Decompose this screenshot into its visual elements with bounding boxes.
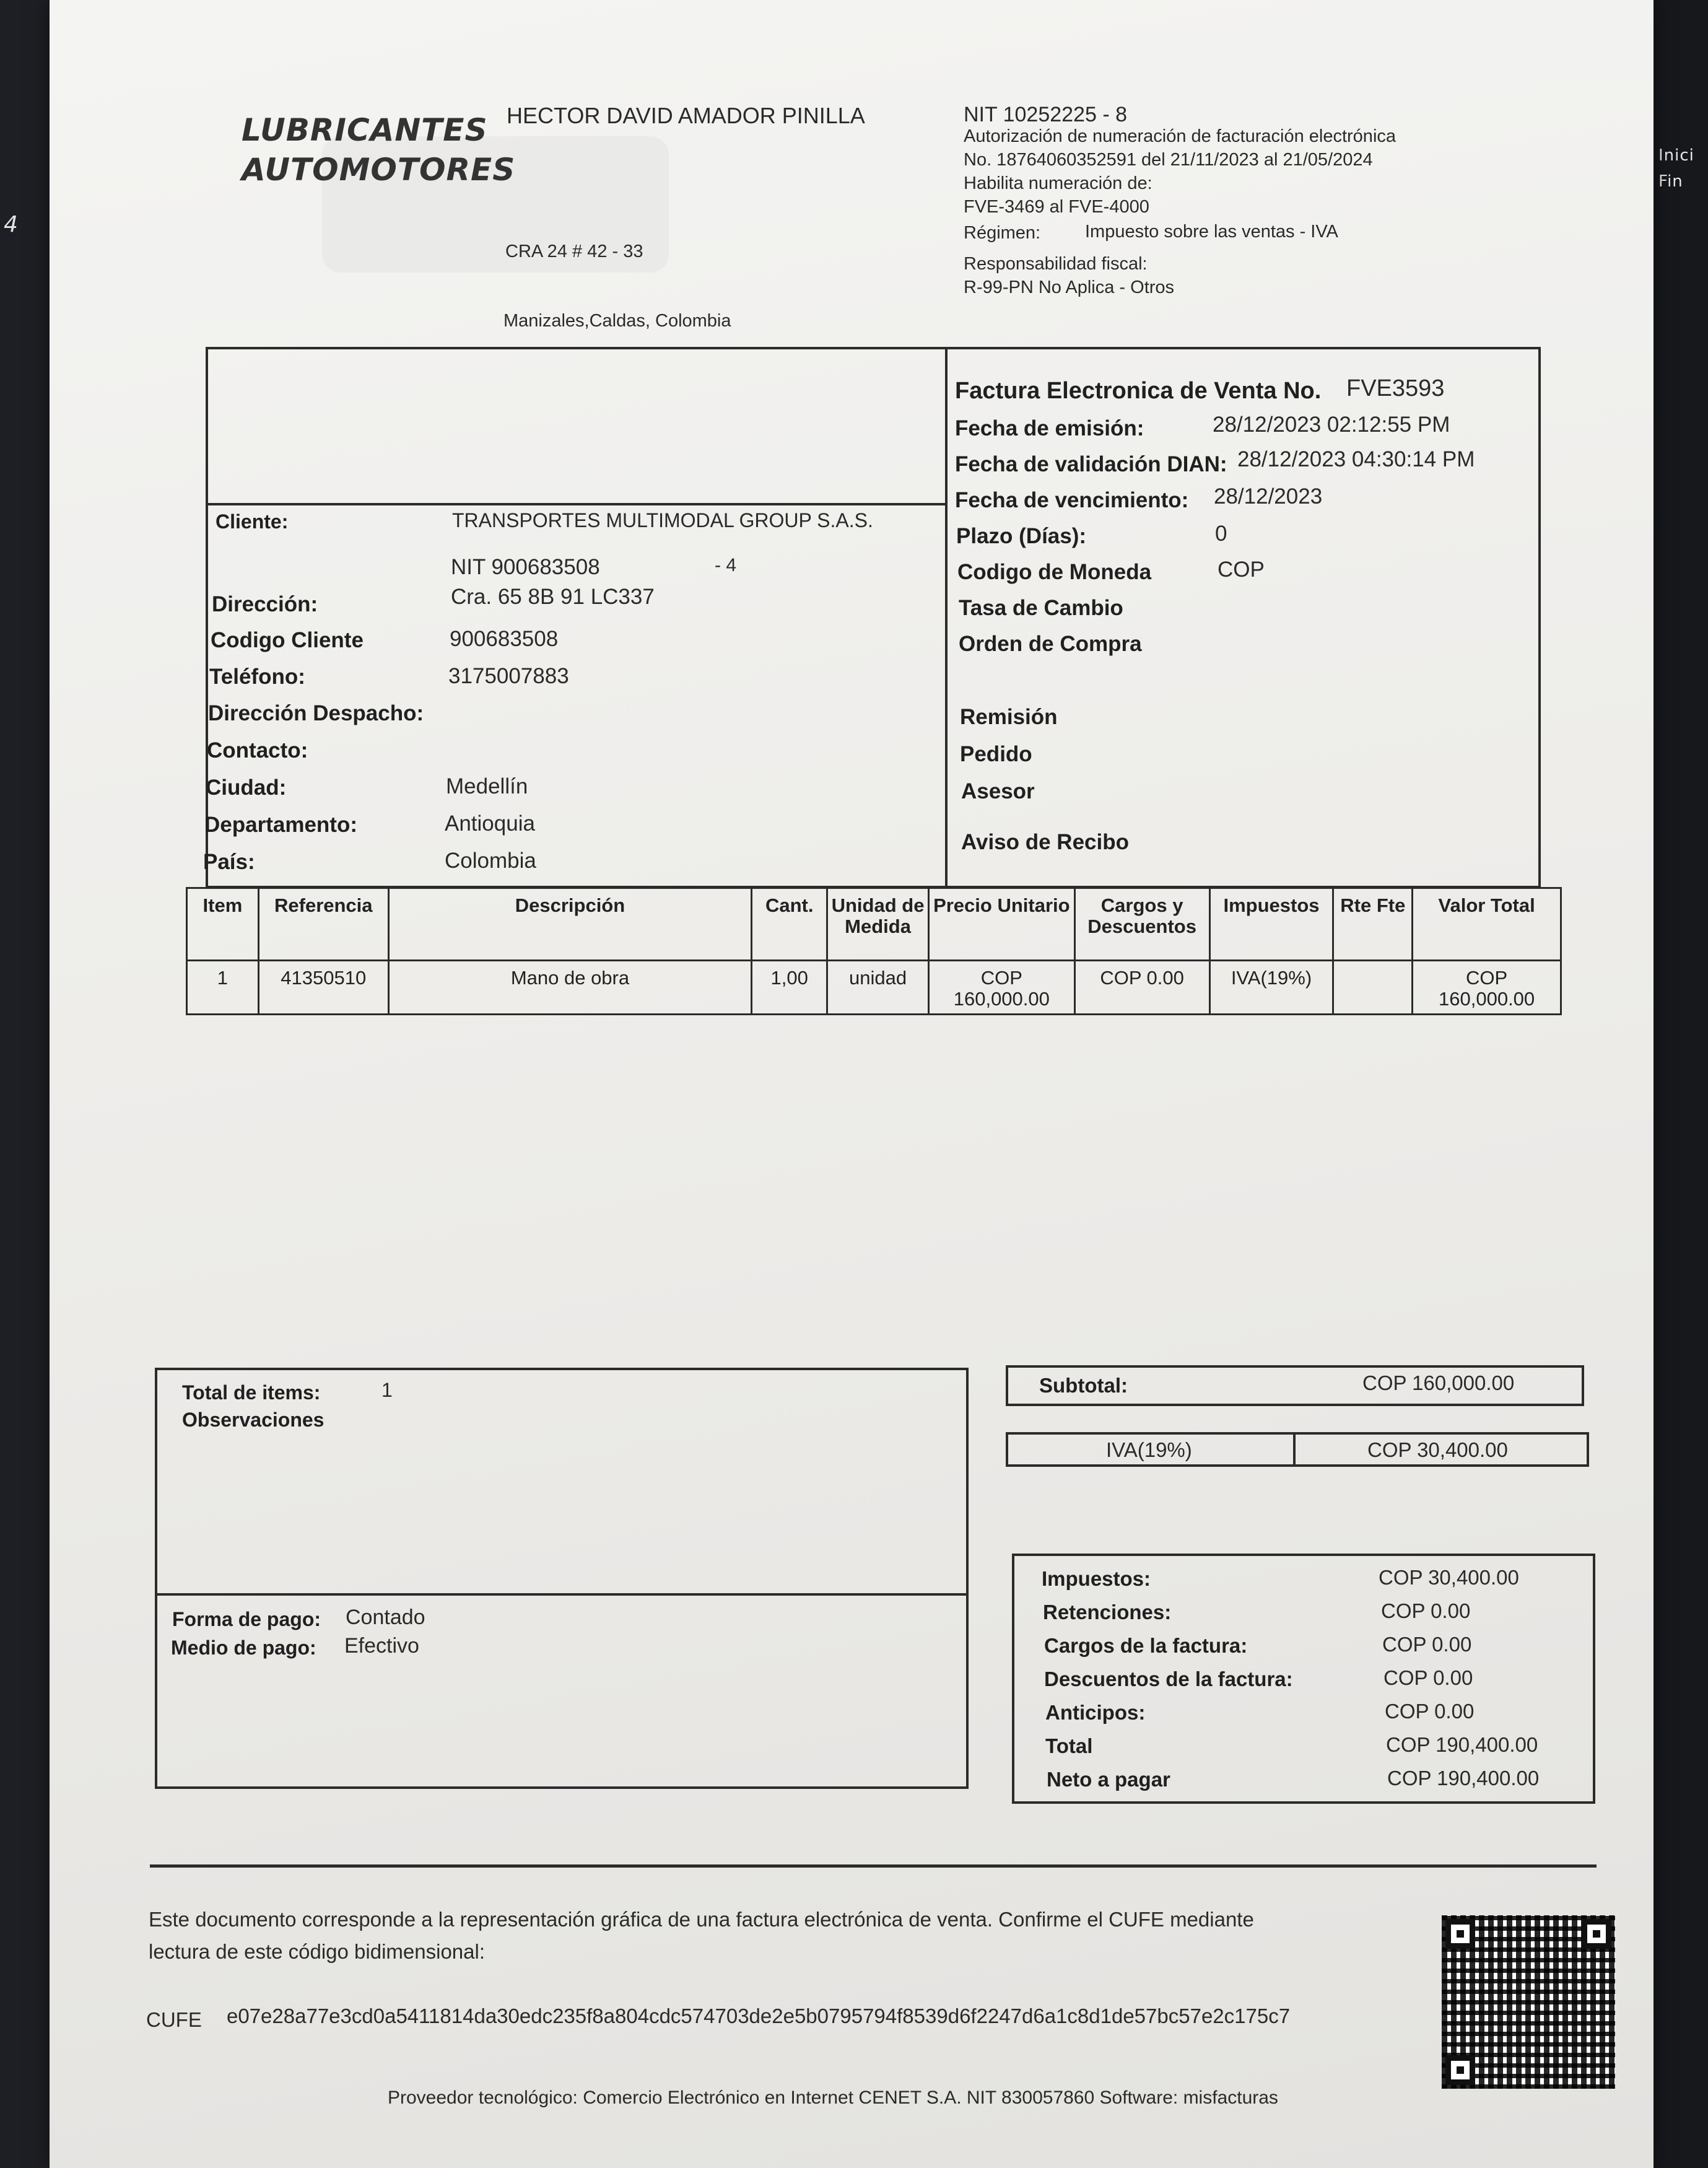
plazo-value: 0	[1215, 522, 1227, 546]
cufe-label: CUFE	[146, 2008, 202, 2031]
cell-impuestos: IVA(19%)	[1209, 961, 1333, 1015]
header-referencia: Referencia	[258, 888, 388, 961]
auth-line-4: FVE-3469 al FVE-4000	[964, 197, 1149, 217]
pais-label: País:	[203, 850, 255, 874]
subtotal-value: COP 160,000.00	[1362, 1371, 1515, 1394]
auth-line-3: Habilita numeración de:	[964, 173, 1152, 193]
validacion-value: 28/12/2023 04:30:14 PM	[1237, 447, 1475, 471]
neto-label: Neto a pagar	[1047, 1768, 1170, 1791]
resp-label: Responsabilidad fiscal:	[964, 254, 1148, 274]
total-items-label: Total de items:	[182, 1381, 321, 1404]
impuestos-label: Impuestos:	[1042, 1567, 1151, 1590]
total-items-value: 1	[381, 1379, 393, 1401]
side-label-top: Inici	[1658, 146, 1694, 165]
remision-label: Remisión	[960, 705, 1058, 729]
moneda-value: COP	[1218, 557, 1265, 582]
header-precio: Precio Unitario	[928, 888, 1074, 961]
despacho-label: Dirección Despacho:	[208, 701, 424, 725]
forma-pago-value: Contado	[346, 1606, 425, 1629]
plazo-label: Plazo (Días):	[956, 524, 1087, 548]
descuentos-label: Descuentos de la factura:	[1044, 1668, 1293, 1690]
logo-line-1: LUBRICANTES	[242, 112, 488, 148]
total-label: Total	[1045, 1734, 1093, 1757]
aviso-label: Aviso de Recibo	[961, 830, 1129, 854]
items-table	[186, 887, 1562, 1015]
header-item: Item	[187, 888, 259, 961]
anticipos-value: COP 0.00	[1385, 1700, 1475, 1723]
cliente-label: Cliente:	[216, 510, 289, 533]
invoice-number: FVE3593	[1346, 375, 1445, 401]
issuer-address: CRA 24 # 42 - 33	[505, 242, 643, 261]
impuestos-value: COP 30,400.00	[1379, 1566, 1519, 1589]
iva-value: COP 30,400.00	[1367, 1438, 1508, 1461]
subtotal-label: Subtotal:	[1039, 1374, 1128, 1397]
contacto-label: Contacto:	[207, 738, 308, 763]
logo-line-2: AUTOMOTORES	[242, 152, 516, 188]
validacion-label: Fecha de validación DIAN:	[955, 452, 1227, 476]
cell-referencia: 41350510	[258, 961, 388, 1015]
cell-cargos: COP 0.00	[1074, 961, 1209, 1015]
direccion-label: Dirección:	[212, 592, 318, 616]
observaciones-label: Observaciones	[182, 1409, 325, 1431]
telefono-value: 3175007883	[448, 664, 569, 688]
descuentos-value: COP 0.00	[1383, 1666, 1473, 1689]
header-cantidad: Cant.	[752, 888, 827, 961]
qr-finder-bottom-left	[1445, 2055, 1475, 2085]
retenciones-value: COP 0.00	[1381, 1599, 1471, 1622]
ciudad-label: Ciudad:	[206, 776, 287, 800]
table-row	[187, 961, 1561, 1015]
pais-value: Colombia	[445, 849, 536, 873]
iva-divider	[1293, 1433, 1296, 1466]
client-top-divider	[207, 503, 946, 505]
cufe-value: e07e28a77e3cd0a5411814da30edc235f8a804cdc574703de2e5b0795794f8539d6f2247d6a1c8d1de57bc57e2c175c7	[227, 2004, 1291, 2027]
issuer-nit: NIT 10252225 - 8	[964, 103, 1127, 126]
cufe-notice-line-2: lectura de este código bidimensional:	[149, 1940, 486, 1963]
issuer-name: HECTOR DAVID AMADOR PINILLA	[507, 103, 865, 128]
departamento-value: Antioquia	[445, 811, 535, 836]
retenciones-label: Retenciones:	[1043, 1601, 1172, 1624]
header-impuestos: Impuestos	[1209, 888, 1333, 961]
invoice-title: Factura Electronica de Venta No.	[955, 378, 1322, 404]
client-invoice-divider	[945, 348, 948, 887]
auth-line-1: Autorización de numeración de facturación electrónica	[964, 126, 1396, 146]
invoice-paper	[50, 0, 1654, 2168]
cargos-label: Cargos de la factura:	[1044, 1634, 1248, 1657]
header-rte-fte: Rte Fte	[1333, 888, 1413, 961]
header-valor-total: Valor Total	[1413, 888, 1561, 961]
cell-descripcion: Mano de obra	[388, 961, 752, 1015]
moneda-label: Codigo de Moneda	[957, 560, 1152, 584]
emision-value: 28/12/2023 02:12:55 PM	[1213, 413, 1450, 437]
asesor-label: Asesor	[961, 779, 1035, 803]
total-value: COP 190,400.00	[1386, 1733, 1538, 1756]
table-header-row	[187, 888, 1561, 961]
resp-value: R-99-PN No Aplica - Otros	[964, 278, 1175, 297]
footer-rule	[150, 1864, 1597, 1868]
header-unidad: Unidad de Medida	[827, 888, 929, 961]
medio-pago-label: Medio de pago:	[171, 1637, 316, 1659]
header-descripcion: Descripción	[388, 888, 752, 961]
vencimiento-label: Fecha de vencimiento:	[955, 488, 1189, 512]
qr-finder-top-left	[1445, 1919, 1475, 1949]
header-cargos: Cargos y Descuentos	[1074, 888, 1209, 961]
emision-label: Fecha de emisión:	[955, 416, 1144, 440]
cell-cantidad: 1,00	[752, 961, 827, 1015]
direccion-value: Cra. 65 8B 91 LC337	[451, 585, 655, 609]
orden-label: Orden de Compra	[959, 632, 1142, 656]
cliente-nit: NIT 900683508	[451, 555, 600, 579]
codigo-cliente-label: Codigo Cliente	[211, 628, 364, 652]
qr-finder-top-right	[1582, 1919, 1611, 1949]
side-label-second: Fin	[1658, 172, 1683, 191]
background-keyboard	[1647, 0, 1708, 2168]
vencimiento-value: 28/12/2023	[1214, 484, 1323, 509]
cell-unidad: unidad	[827, 961, 929, 1015]
cliente-nit-dv: - 4	[715, 555, 737, 575]
ciudad-value: Medellín	[446, 774, 528, 798]
cell-precio: COP 160,000.00	[928, 961, 1074, 1015]
cufe-notice-line-1: Este documento corresponde a la representación gráfica de una factura electrónica de venta. Confirme el CUFE mediante	[149, 1908, 1254, 1931]
provider-text: Proveedor tecnológico: Comercio Electrónico en Internet CENET S.A. NIT 830057860 Software: misfacturas	[388, 2087, 1278, 2108]
regimen-value: Impuesto sobre las ventas - IVA	[1085, 222, 1338, 242]
regimen-label: Régimen:	[964, 223, 1041, 243]
codigo-cliente-value: 900683508	[450, 627, 559, 651]
medio-pago-value: Efectivo	[344, 1634, 419, 1658]
iva-label: IVA(19%)	[1106, 1438, 1192, 1461]
tasa-label: Tasa de Cambio	[959, 596, 1123, 620]
issuer-city: Manizales,Caldas, Colombia	[503, 311, 731, 331]
cell-valor-total: COP 160,000.00	[1413, 961, 1561, 1015]
cliente-value: TRANSPORTES MULTIMODAL GROUP S.A.S.	[452, 509, 873, 531]
auth-line-2: No. 18764060352591 del 21/11/2023 al 21/05/2024	[964, 150, 1373, 170]
pedido-label: Pedido	[960, 742, 1032, 766]
neto-value: COP 190,400.00	[1387, 1767, 1540, 1790]
departamento-label: Departamento:	[204, 813, 357, 837]
cargos-value: COP 0.00	[1382, 1633, 1472, 1656]
notes-divider	[156, 1593, 967, 1596]
forma-pago-label: Forma de pago:	[172, 1608, 321, 1630]
telefono-label: Teléfono:	[209, 665, 305, 689]
cell-item: 1	[187, 961, 259, 1015]
cell-rte-fte	[1333, 961, 1413, 1015]
anticipos-label: Anticipos:	[1045, 1701, 1146, 1724]
side-digit: 4	[4, 212, 18, 237]
qr-code	[1442, 1915, 1615, 2089]
